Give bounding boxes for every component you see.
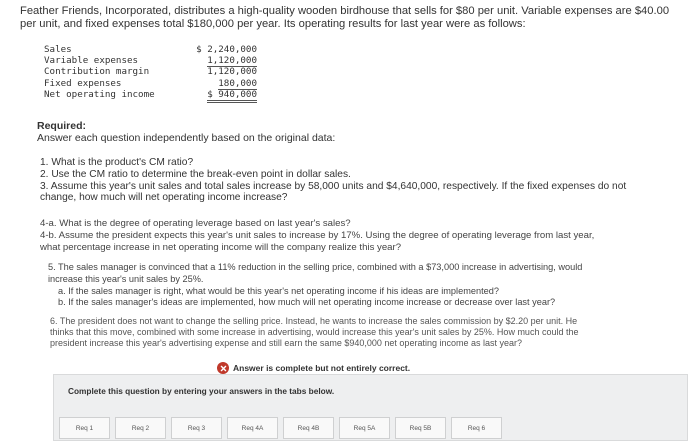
statement-row-sales [40, 44, 265, 55]
question-5-line-1: 5. The sales manager is convinced that a 11% reduction in the selling price, combined with a $73,000 increase in advertising, would [48, 262, 583, 272]
statement-row-contribution-margin [40, 66, 265, 77]
question-1: 1. What is the product's CM ratio? [40, 157, 194, 168]
tab-req-5a[interactable]: Req 5A [339, 417, 390, 439]
questions-4 [40, 218, 660, 253]
question-4b-line-2: what percentage increase in net operating income will the company realize this year? [40, 241, 402, 253]
question-2: 2. Use the CM ratio to determine the break-even point in dollar sales. [40, 168, 351, 180]
statement-row-fixed-expenses [40, 78, 265, 89]
question-3-line-1: 3. Assume this year's unit sales and total sales increase by 58,000 units and $4,640,000, respectively. If the fixed expenses do not [40, 180, 627, 192]
statement-value: 180,000 [218, 77, 257, 89]
required-section [37, 120, 335, 144]
question-4b-line-1: 4-b. Assume the president expects this year's unit sales to increase by 17%. Using the degree of operating leverage from last year, [40, 229, 595, 241]
x-circle-icon [217, 362, 229, 374]
question-5-line-2: increase this year's unit sales by 25%. [48, 273, 204, 284]
question-4a: 4-a. What is the degree of operating leverage based on last year's sales? [40, 218, 351, 229]
statement-label: Fixed expenses [44, 77, 122, 89]
question-6-line-2: thinks that this move, combined with some increase in advertising, would increase this year's unit sales by 25%. How much could the [50, 327, 579, 337]
questions-6 [50, 316, 650, 349]
question-3-line-2: change, how much will net operating income increase? [40, 192, 288, 204]
required-heading: Required: [37, 120, 87, 132]
tab-req-1[interactable]: Req 1 [59, 417, 110, 439]
statement-label: Variable expenses [44, 55, 139, 67]
statement-row-net-operating-income [40, 89, 265, 100]
problem-intro [20, 5, 685, 31]
panel-instruction: Complete this question by entering your answers in the tabs below. [68, 386, 335, 396]
status-badge [217, 362, 410, 374]
statement-value: $ 940,000 [207, 89, 257, 103]
question-6-line-1: 6. The president does not want to change the selling price. Instead, he wants to increase the sales commission by $2.20 per unit. He [50, 316, 578, 326]
tab-req-6[interactable]: Req 6 [451, 417, 502, 439]
requirement-tabs [59, 417, 502, 439]
tab-req-3[interactable]: Req 3 [171, 417, 222, 439]
intro-line-2: per unit, and fixed expenses total $180,000 per year. Its operating results for last year were as follows: [20, 18, 526, 30]
questions-5 [48, 262, 658, 309]
statement-value: 1,120,000 [207, 66, 257, 78]
statement-label: Contribution margin [44, 66, 150, 78]
statement-value: 1,120,000 [207, 55, 257, 67]
statement-label: Net operating income [44, 88, 155, 100]
question-5a: a. If the sales manager is right, what would be this year's net operating income if his ideas are implemented? [58, 285, 499, 296]
status-text: Answer is complete but not entirely correct. [233, 363, 411, 373]
tab-req-4b[interactable]: Req 4B [283, 417, 334, 439]
intro-line-1: Feather Friends, Incorporated, distributes a high-quality wooden birdhouse that sells for $80 per unit. Variable expenses are $40.00 [20, 5, 670, 17]
statement-label: Sales [44, 44, 72, 55]
questions-1-3 [40, 157, 660, 204]
income-statement [40, 44, 265, 100]
question-6-line-3: president increase this year's advertising expense and still earn the same $940,000 net operating income as last year? [50, 338, 522, 348]
statement-row-variable-expenses [40, 55, 265, 66]
question-5b: b. If the sales manager's ideas are implemented, how much will net operating income increase or decrease over last year? [58, 297, 556, 308]
answer-panel [53, 374, 688, 441]
tab-req-5b[interactable]: Req 5B [395, 417, 446, 439]
required-subheading: Answer each question independently based on the original data: [37, 132, 336, 144]
tab-req-2[interactable]: Req 2 [115, 417, 166, 439]
statement-value: $ 2,240,000 [196, 44, 257, 55]
tab-req-4a[interactable]: Req 4A [227, 417, 278, 439]
